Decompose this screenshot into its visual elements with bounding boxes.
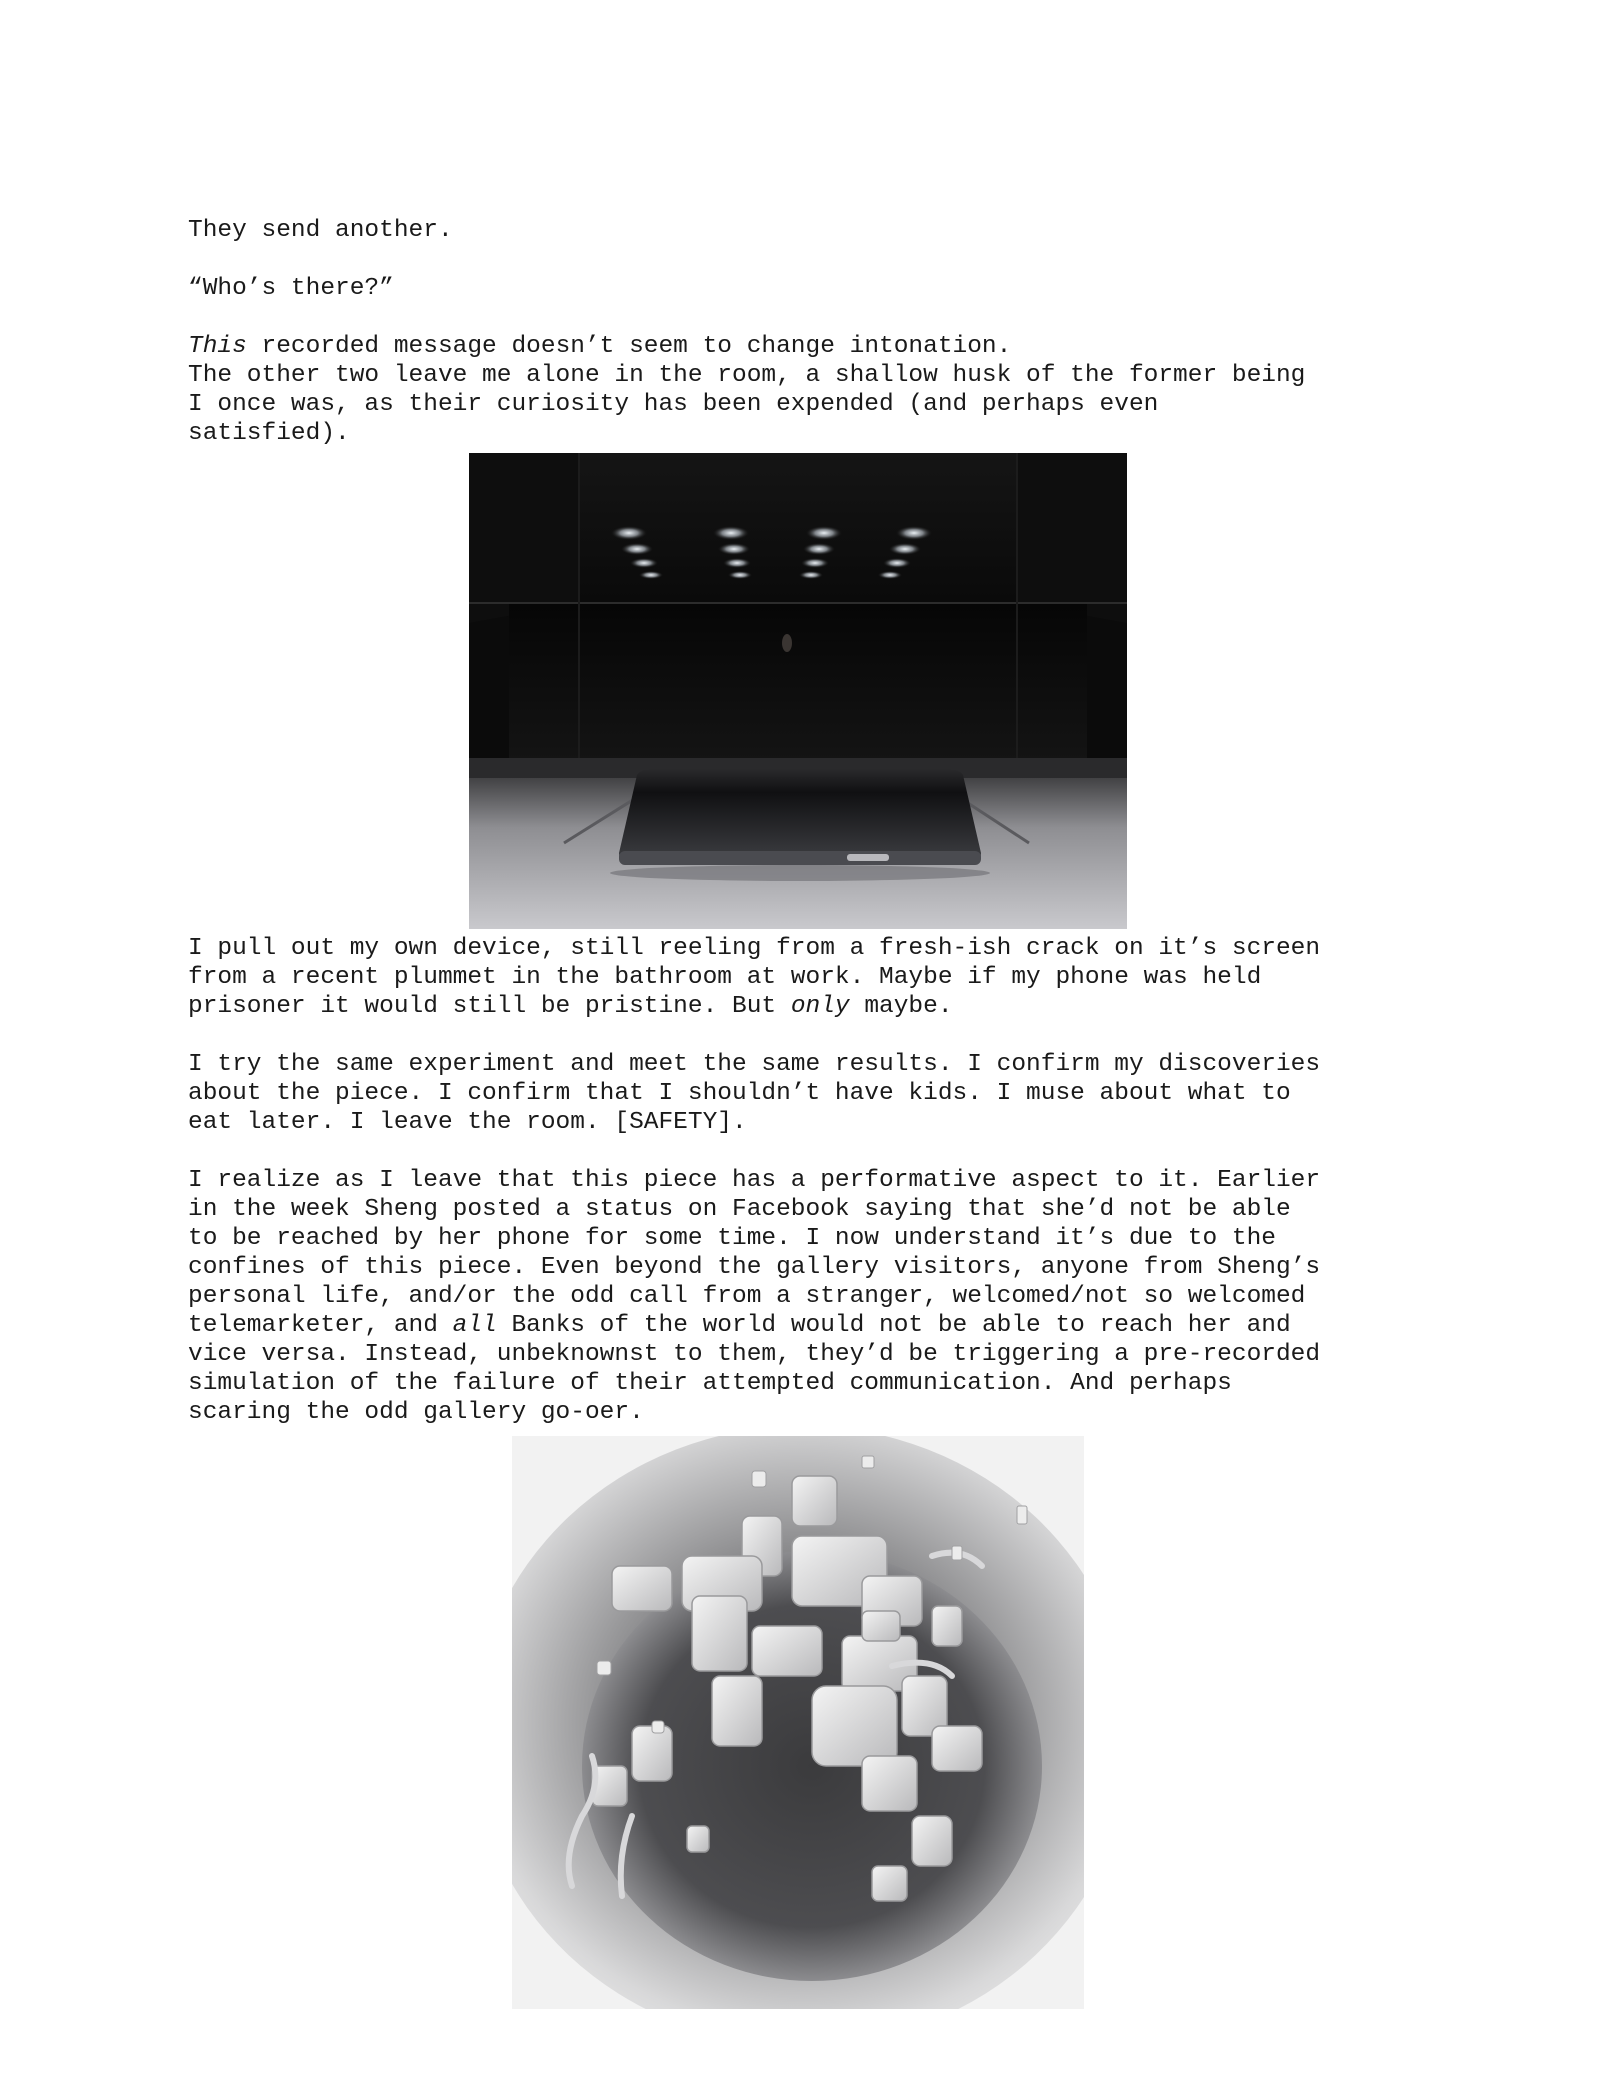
text-line: eat later. I leave the room. [SAFETY]. [188, 1109, 747, 1136]
text-fragment: maybe. [849, 993, 953, 1020]
text-line [188, 992, 1448, 1021]
text-line: personal life, and/or the odd call from a stranger, welcomed/not so welcomed [188, 1283, 1306, 1310]
figurines-cylinder-illustration [512, 1436, 1084, 2009]
text-fragment: prisoner it would still be pristine. But [188, 993, 791, 1020]
phone-vitrine-illustration [469, 453, 1127, 929]
text-line: The other two leave me alone in the room, a shallow husk of the former being [188, 362, 1306, 389]
paragraph-1 [188, 216, 1448, 245]
text-line: in the week Sheng posted a status on Facebook saying that she’d not be able [188, 1196, 1291, 1223]
paragraph-2 [188, 274, 1448, 303]
text-fragment: Banks of the world would not be able to reach her and [496, 1312, 1291, 1339]
text-line: about the piece. I confirm that I shouldn’t have kids. I muse about what to [188, 1080, 1291, 1107]
text-line: I once was, as their curiosity has been expended (and perhaps even [188, 391, 1159, 418]
text-line: to be reached by her phone for some time. I now understand it’s due to the [188, 1225, 1276, 1252]
emphasis-text: This [188, 333, 247, 360]
text-line: simulation of the failure of their attempted communication. And perhaps [188, 1370, 1232, 1397]
text-line [188, 332, 1448, 361]
text-line: I realize as I leave that this piece has a performative aspect to it. Earlier [188, 1167, 1321, 1194]
text-line: from a recent plummet in the bathroom at work. Maybe if my phone was held [188, 964, 1262, 991]
emphasis-text: all [452, 1312, 497, 1339]
paragraph-6 [188, 1166, 1448, 1427]
paragraph-5 [188, 1050, 1448, 1137]
text-line: scaring the odd gallery go-oer. [188, 1399, 644, 1426]
phone-vitrine-photo [469, 453, 1127, 929]
emphasis-text: only [790, 993, 850, 1020]
paragraph-4 [188, 934, 1448, 1021]
text-line: satisfied). [188, 420, 350, 447]
text-fragment: recorded message doesn’t seem to change intonation. [246, 333, 1012, 360]
text-line: I try the same experiment and meet the same results. I confirm my discoveries [188, 1051, 1321, 1078]
text-line: confines of this piece. Even beyond the gallery visitors, anyone from Sheng’s [188, 1254, 1321, 1281]
text-line [188, 1311, 1448, 1340]
figurines-cylinder-photo [512, 1436, 1084, 2009]
text-fragment: telemarketer, and [188, 1312, 453, 1339]
paragraph-3 [188, 332, 1448, 448]
text-line: They send another. [188, 217, 453, 244]
text-line: vice versa. Instead, unbeknownst to them, they’d be triggering a pre-recorded [188, 1341, 1321, 1368]
text-line: I pull out my own device, still reeling from a fresh-ish crack on it’s screen [188, 935, 1321, 962]
text-line: “Who’s there?” [188, 275, 394, 302]
